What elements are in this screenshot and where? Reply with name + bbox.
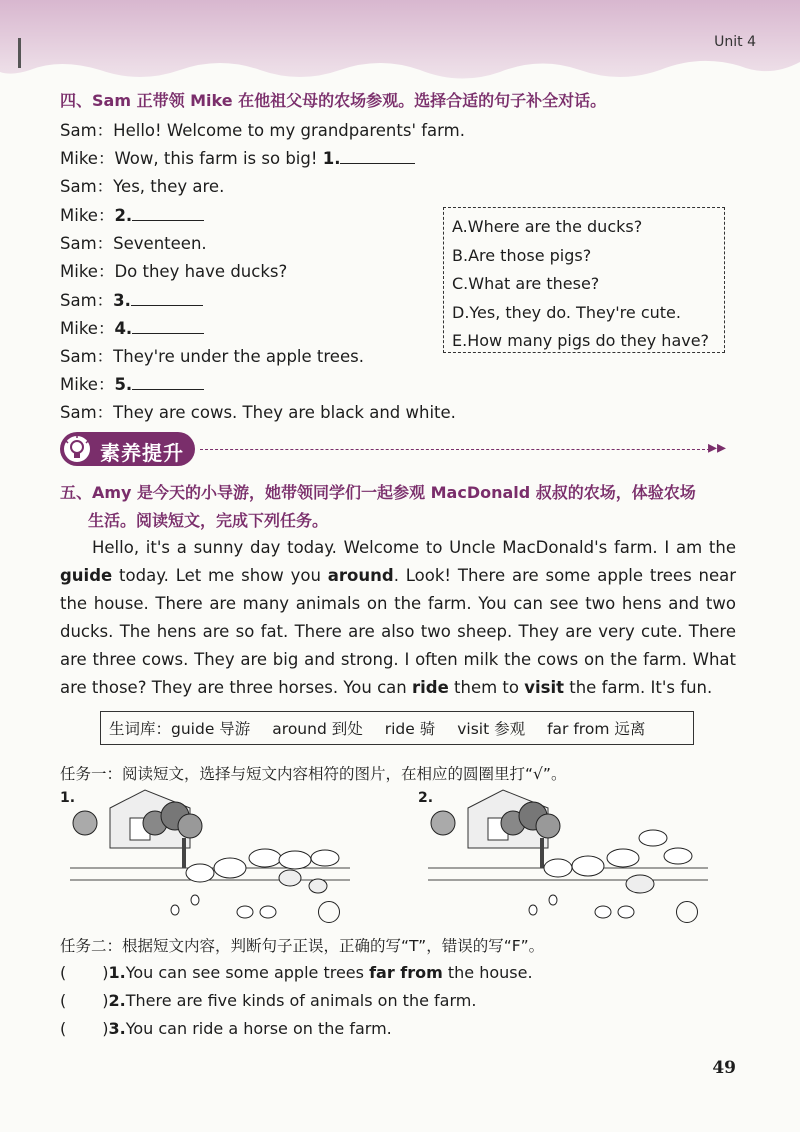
dialogue-line-7: Sam：3. (60, 287, 203, 311)
unit-label: Unit 4 (714, 34, 756, 50)
vocab-word-ride: ride (411, 678, 449, 697)
option-c: C.What are these? (452, 274, 600, 293)
tf-item-3: ( )3.You can ride a horse on the farm. (60, 1019, 392, 1038)
dialogue-line-3: Sam：Yes, they are. (60, 177, 225, 196)
answer-blank-3[interactable] (131, 291, 203, 306)
reading-passage: Hello, it's a sunny day today. Welcome to Uncle MacDonald's farm. I am the guide today. Let me show you around. Look! There are some apple trees near the house. There are many animals on the farm. You can see two hens and two ducks. The hens are so fat. There are also two sheep. They are very cute. There are three cows. They are big and strong. I often milk the cows on the farm. What are those? They are three horses. You can ride them to visit the farm. It's fun. (60, 538, 737, 697)
option-d: D.Yes, they do. They're cute. (452, 302, 681, 322)
vocab-entry: visit 参观 (457, 720, 526, 738)
option-b: B.Are those pigs? (452, 245, 592, 265)
section5-title-line1: 五、Amy 是今天的小导游，她带领同学们一起参观 MacDonald 叔叔的农场，体验农场 (60, 483, 696, 502)
farm-picture-2 (428, 788, 708, 928)
options-box (443, 207, 725, 353)
farm-picture-1 (70, 788, 350, 928)
dialogue-line-9: Sam：They're under the apple trees. (60, 347, 364, 366)
double-arrow-icon: ▸▸ (708, 437, 727, 458)
dialogue-line-11: Sam：They are cows. They are black and white. (60, 403, 456, 422)
option-e: E.How many pigs do they have? (452, 331, 710, 350)
answer-blank-1[interactable] (340, 149, 415, 164)
vocab-label: 生词库： (109, 720, 172, 738)
vocab-word-around: around (327, 566, 394, 585)
banner-label: 素养提升 (100, 441, 184, 465)
dialogue-line-1: Sam：Hello! Welcome to my grandparents' farm. (60, 121, 465, 140)
answer-blank-2[interactable] (132, 206, 204, 221)
vocab-entry: far from 远离 (547, 720, 646, 738)
dialogue-line-6: Mike：Do they have ducks? (60, 262, 288, 281)
vocab-entry: ride 骑 (384, 720, 436, 738)
vocab-word-guide: guide (60, 566, 113, 585)
answer-blank-5[interactable] (132, 375, 204, 390)
dialogue-line-2: Mike：Wow, this farm is so big! 1. (60, 145, 415, 169)
vocab-word-visit: visit (524, 678, 564, 697)
choice-circle-2[interactable] (676, 901, 698, 923)
header-band (0, 0, 800, 92)
dialogue-line-8: Mike：4. (60, 315, 204, 339)
vocab-entry: guide 导游 (171, 720, 251, 738)
vocabulary-box (100, 711, 694, 745)
task1-instruction: 任务一：阅读短文，选择与短文内容相符的图片，在相应的圆圈里打“√”。 (60, 765, 567, 783)
banner-dashed-line (200, 449, 710, 450)
option-a: A.Where are the ducks? (452, 217, 643, 236)
answer-blank-4[interactable] (132, 319, 204, 334)
section4-title: 四、Sam 正带领 Mike 在他祖父母的农场参观。选择合适的句子补全对话。 (60, 91, 607, 110)
vocab-entry: around 到处 (272, 720, 363, 738)
dialogue-line-5: Sam：Seventeen. (60, 234, 207, 253)
picture2-label: 2. (418, 790, 434, 806)
page-number: 49 (712, 1058, 736, 1078)
dialogue-line-4: Mike：2. (60, 202, 204, 226)
section5-title-line2: 生活。阅读短文，完成下列任务。 (88, 511, 329, 530)
tf-item-2: ( )2.There are five kinds of animals on the farm. (60, 991, 477, 1010)
dialogue-line-10: Mike：5. (60, 371, 204, 395)
picture1-label: 1. (60, 790, 76, 806)
tf-item-1: ( )1.You can see some apple trees far from the house. (60, 963, 533, 982)
task2-instruction: 任务二：根据短文内容，判断句子正误，正确的写“T”，错误的写“F”。 (60, 937, 545, 955)
choice-circle-1[interactable] (318, 901, 340, 923)
